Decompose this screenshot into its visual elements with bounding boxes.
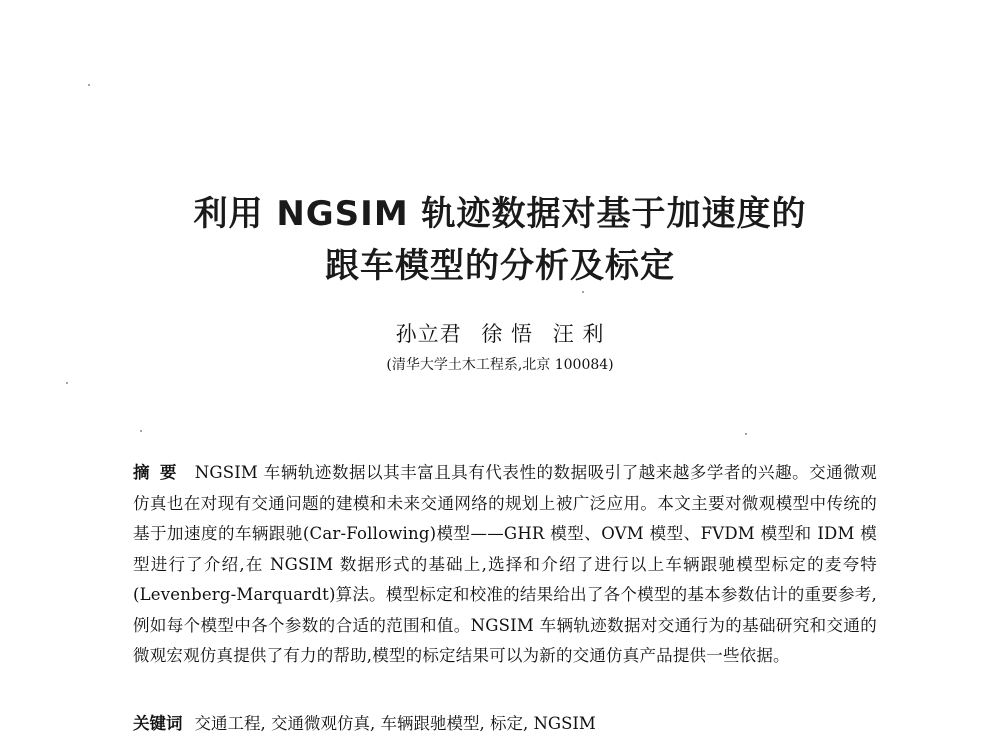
scan-speck <box>140 430 142 432</box>
keywords-section <box>133 712 877 736</box>
scan-speck <box>745 433 747 435</box>
affiliation: (清华大学土木工程系,北京 100084) <box>386 357 614 373</box>
abstract-section <box>133 458 877 672</box>
author-name: 汪 利 <box>552 322 605 346</box>
scan-speck <box>66 382 68 384</box>
author-name: 徐 悟 <box>481 322 533 346</box>
abstract-label: 摘要 <box>133 463 187 482</box>
paper-title-line-1: 利用 NGSIM 轨迹数据对基于加速度的 <box>193 194 807 234</box>
scan-speck <box>582 291 584 293</box>
keywords-label: 关键词 <box>133 714 183 733</box>
scan-speck <box>88 84 90 86</box>
author-name: 孙立君 <box>395 322 462 346</box>
abstract-text: NGSIM 车辆轨迹数据以其丰富且具有代表性的数据吸引了越来越多学者的兴趣。交通微观仿真也在对现有交通问题的建模和未来交通网络的规划上被广泛应用。本文主要对微观模型中传统的基于加速度的车辆跟驰(Car-Following)模型——GHR 模型、OVM 模型、FVDM 模型和 IDM 模型进行了介绍,在 NGSIM 数据形式的基础上,选择和介绍了进行以上车辆跟驰模型标定的麦夸特(Levenberg-Marquardt)算法。模型标定和校准的结果给出了各个模型的基本参数估计的重要参考,例如每个模型中各个参数的合适的范围和值。NGSIM 车辆轨迹数据对交通行为的基础研究和交通的微观宏观仿真提供了有力的帮助,模型的标定结果可以为新的交通仿真产品提供一些依据。 <box>133 463 877 665</box>
author-list <box>0 318 1000 348</box>
keywords-text: 交通工程, 交通微观仿真, 车辆跟驰模型, 标定, NGSIM <box>194 714 596 733</box>
paper-title-line-2: 跟车模型的分析及标定 <box>325 246 675 286</box>
